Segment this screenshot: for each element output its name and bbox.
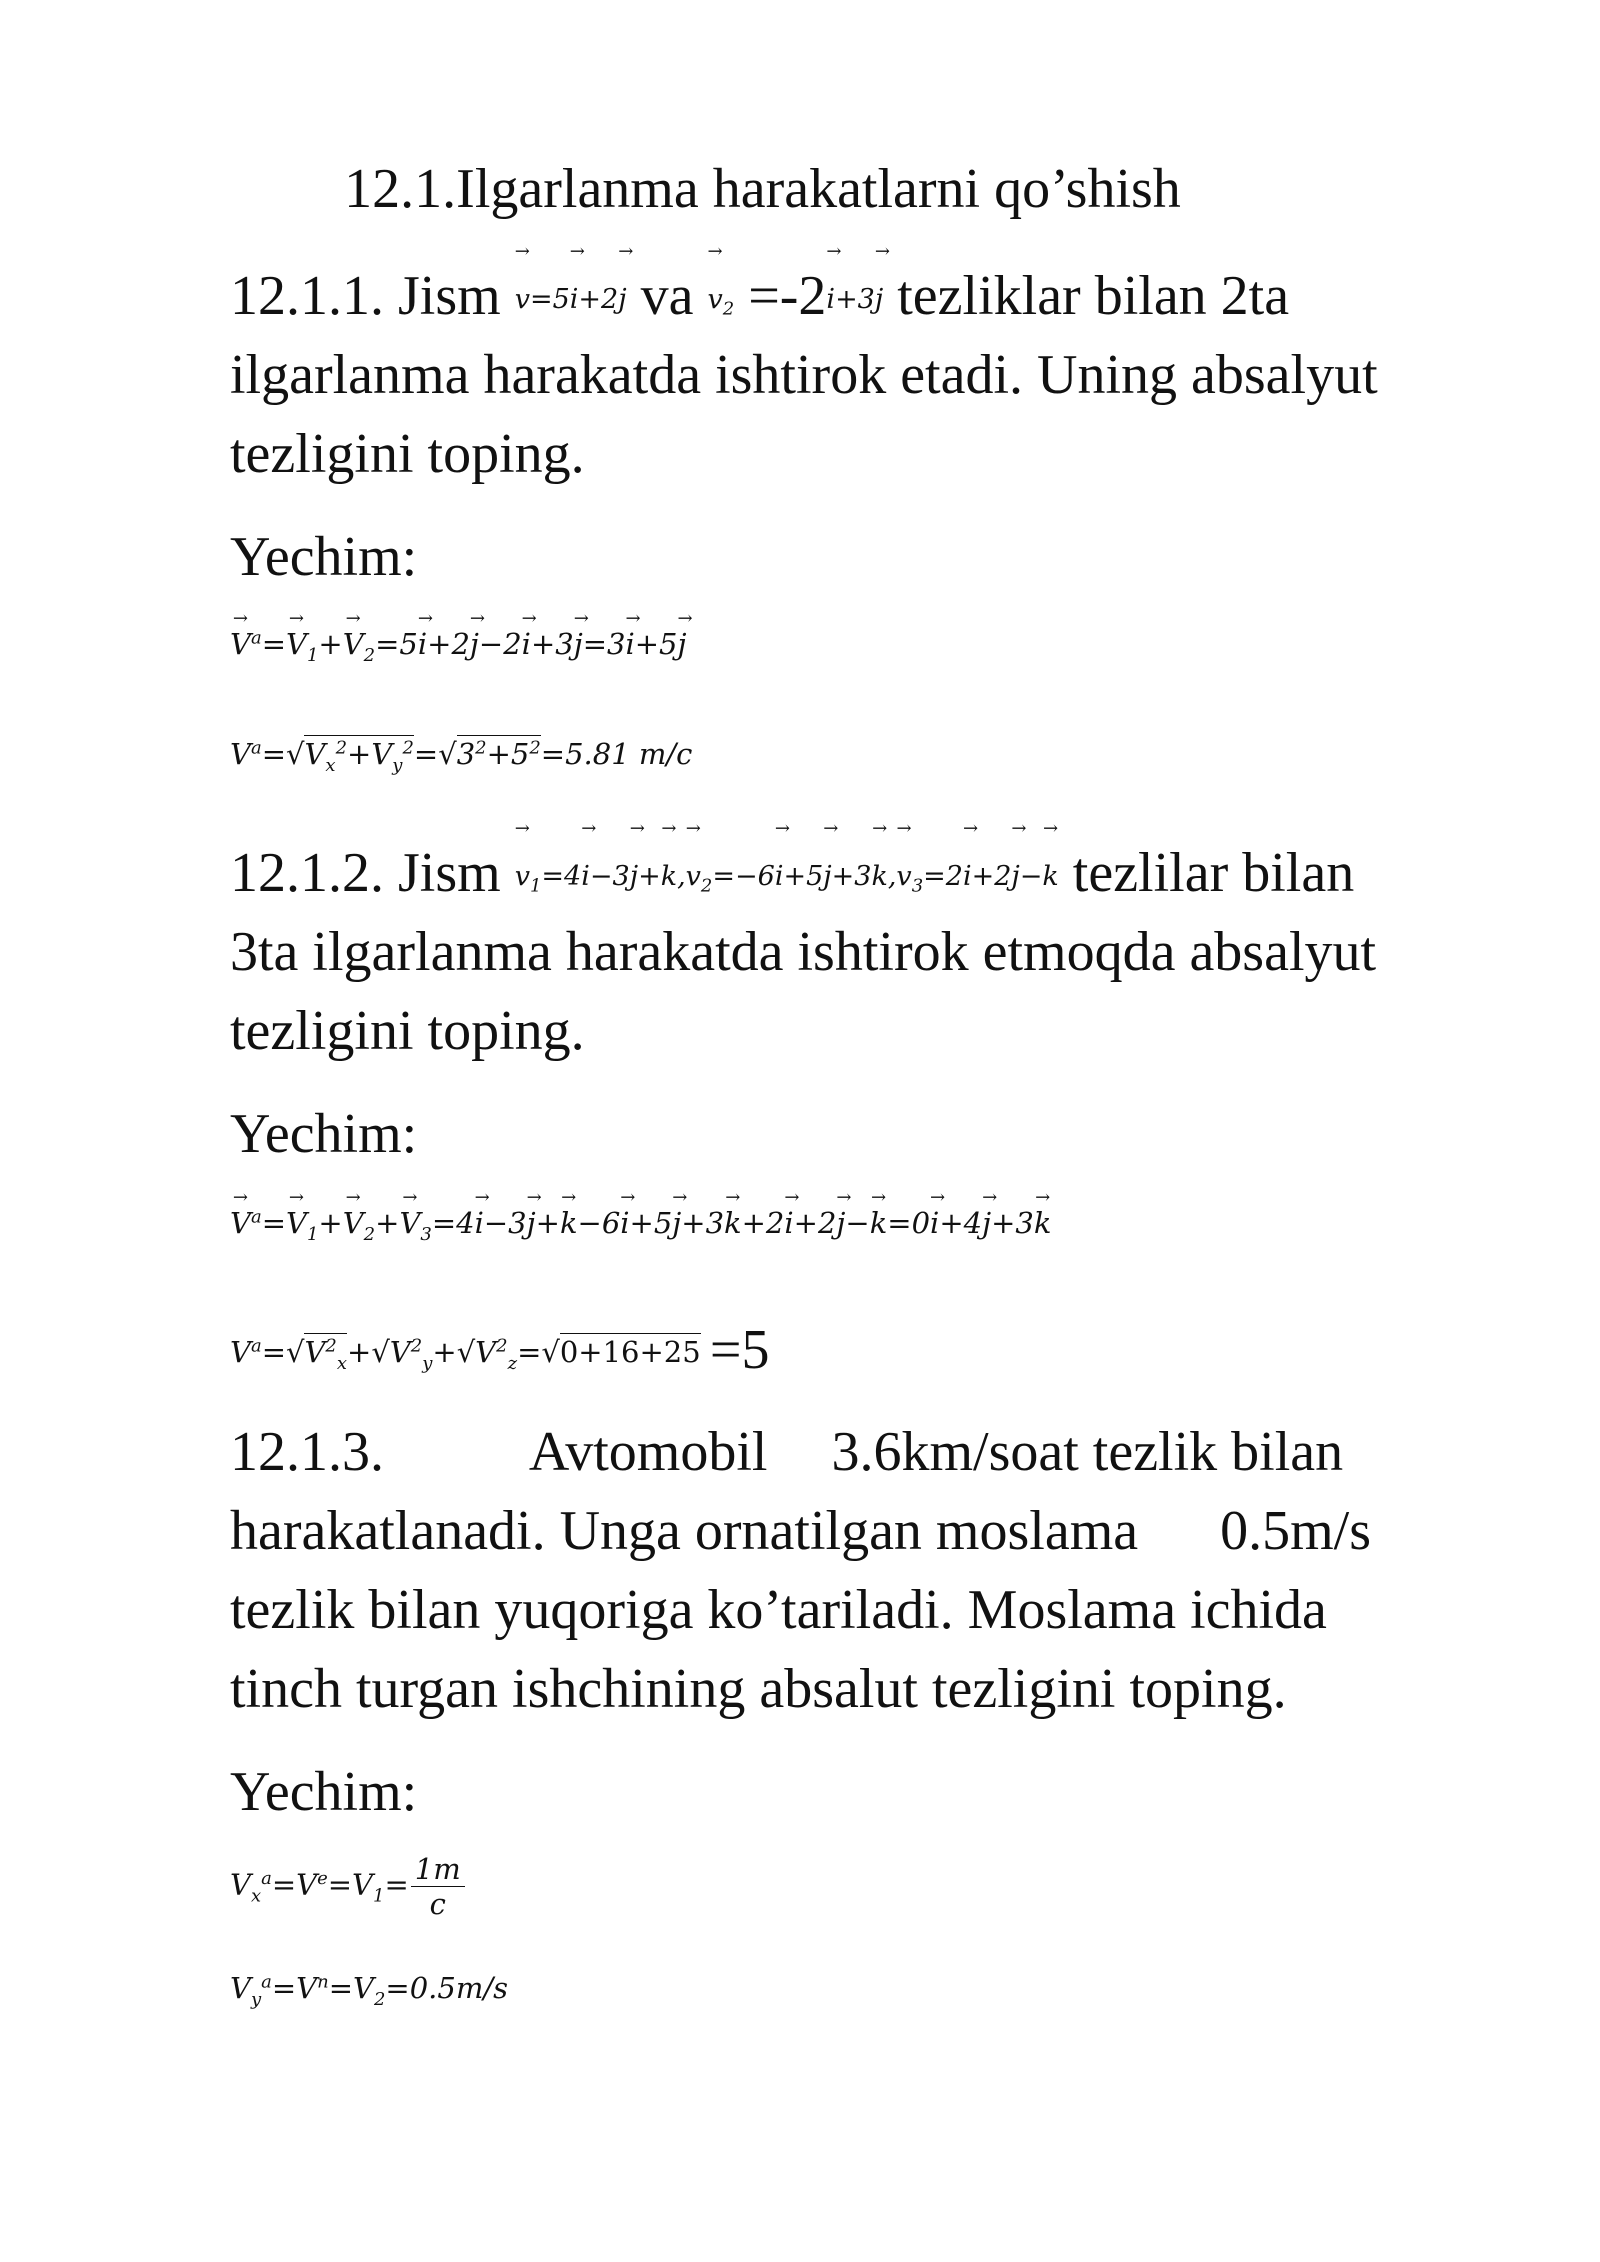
- problem-1-text-after: tezliklar bilan 2ta: [897, 265, 1290, 327]
- problem-2-text-after: tezlilar bilan: [1072, 842, 1355, 904]
- problem-1-inline-v2: $v \to_2$: [707, 284, 734, 315]
- problem-1-text-va: va: [640, 265, 694, 327]
- problem-1-v2-rest: =-2: [748, 265, 827, 327]
- problem-3-equation-2: $V_y^a=V^n=V_2=0.5m/s$: [230, 1971, 508, 2010]
- problem-3-line2-a: harakatlanadi. Unga ornatilgan moslama: [230, 1500, 1139, 1562]
- problem-2-line-1: [230, 834, 1354, 925]
- problem-1-number: 12.1.1.: [230, 265, 384, 327]
- problem-2-text-before: Jism: [398, 842, 501, 904]
- problem-2-eq2-tail: =5: [709, 1319, 770, 1381]
- problem-3-solution-label: Yechim:: [230, 1761, 418, 1823]
- problem-2-equation-1: $V \to^a=V \to_1+V \to_2+V \to_3=4i \to-3j \to+k \to-6i \to+5j \to+3k \to+2i \to+2j \to-k \to=0i \to+4j \to+3k$ →: [230, 1206, 1051, 1245]
- problem-1-solution-label: Yechim:: [230, 526, 418, 588]
- problem-1-equation-2: $V^a=√V_x^2+V_y^2=√3^2+5^2=5.81$ m/c: [230, 737, 693, 776]
- page-title: 12.1.Ilgarlanma harakatlarni qo’shish: [344, 158, 1181, 220]
- problem-3-line-1: [230, 1413, 1343, 1492]
- problem-3-line-2: [230, 1492, 1371, 1571]
- problem-1-line-2: ilgarlanma harakatda ishtirok etadi. Uning absalyut: [230, 344, 1378, 406]
- problem-2-equation-2: $V^a=√V^2_x+√V^2_y+√V^2_z=√0+16+25 =5$: [230, 1319, 770, 1381]
- problem-3-line2-b: 0.5m/s: [1220, 1500, 1372, 1562]
- problem-2-line-3: tezligini toping.: [230, 1000, 585, 1062]
- problem-1-line-3: tezligini toping.: [230, 423, 585, 485]
- problem-2-line-2: 3ta ilgarlanma harakatda ishtirok etmoqda absalyut: [230, 921, 1377, 983]
- problem-3-line-3: tezlik bilan yuqoriga ko’tariladi. Moslama ichida: [230, 1579, 1327, 1641]
- problem-1-inline-v1: v →=5i →+2j →: [515, 284, 627, 315]
- problem-3-number: 12.1.3.: [230, 1421, 384, 1483]
- fraction: $\frac{1m}{c}$: [411, 1852, 465, 1921]
- problem-1-text-before: Jism: [398, 265, 501, 327]
- problem-3-line1-a: Avtomobil: [528, 1421, 768, 1483]
- problem-3-line-4: tinch turgan ishchining absalut tezligini toping.: [230, 1658, 1287, 1720]
- problem-3-equation-1: $V_x^a=V^e=V_1=$ $\frac{1m}{c}$: [230, 1852, 465, 1921]
- problem-3-line1-b: 3.6km/soat tezlik bilan: [831, 1421, 1344, 1483]
- problem-2-inline-vectors: $v \to_1=4i \to-3j \to+k \to,v \to_2=-6i \to+5j \to+3k \to,v \to_3=2i \to+2j \to-k$ →: [515, 861, 1059, 892]
- problem-1-equation-1: $V \to^a=V \to_1+V \to_2=5i \to+2j \to-2i \to+3j \to=3i \to+5j$ →: [230, 627, 686, 666]
- problem-2-solution-label: Yechim:: [230, 1103, 418, 1165]
- problem-1-line-1: 12.1.1. Jism v →=5i →+2j → va $v \to_2 =-2i \to+3j$ → tezliklar bilan 2ta: [230, 257, 1289, 348]
- problem-2-number: 12.1.2.: [230, 842, 384, 904]
